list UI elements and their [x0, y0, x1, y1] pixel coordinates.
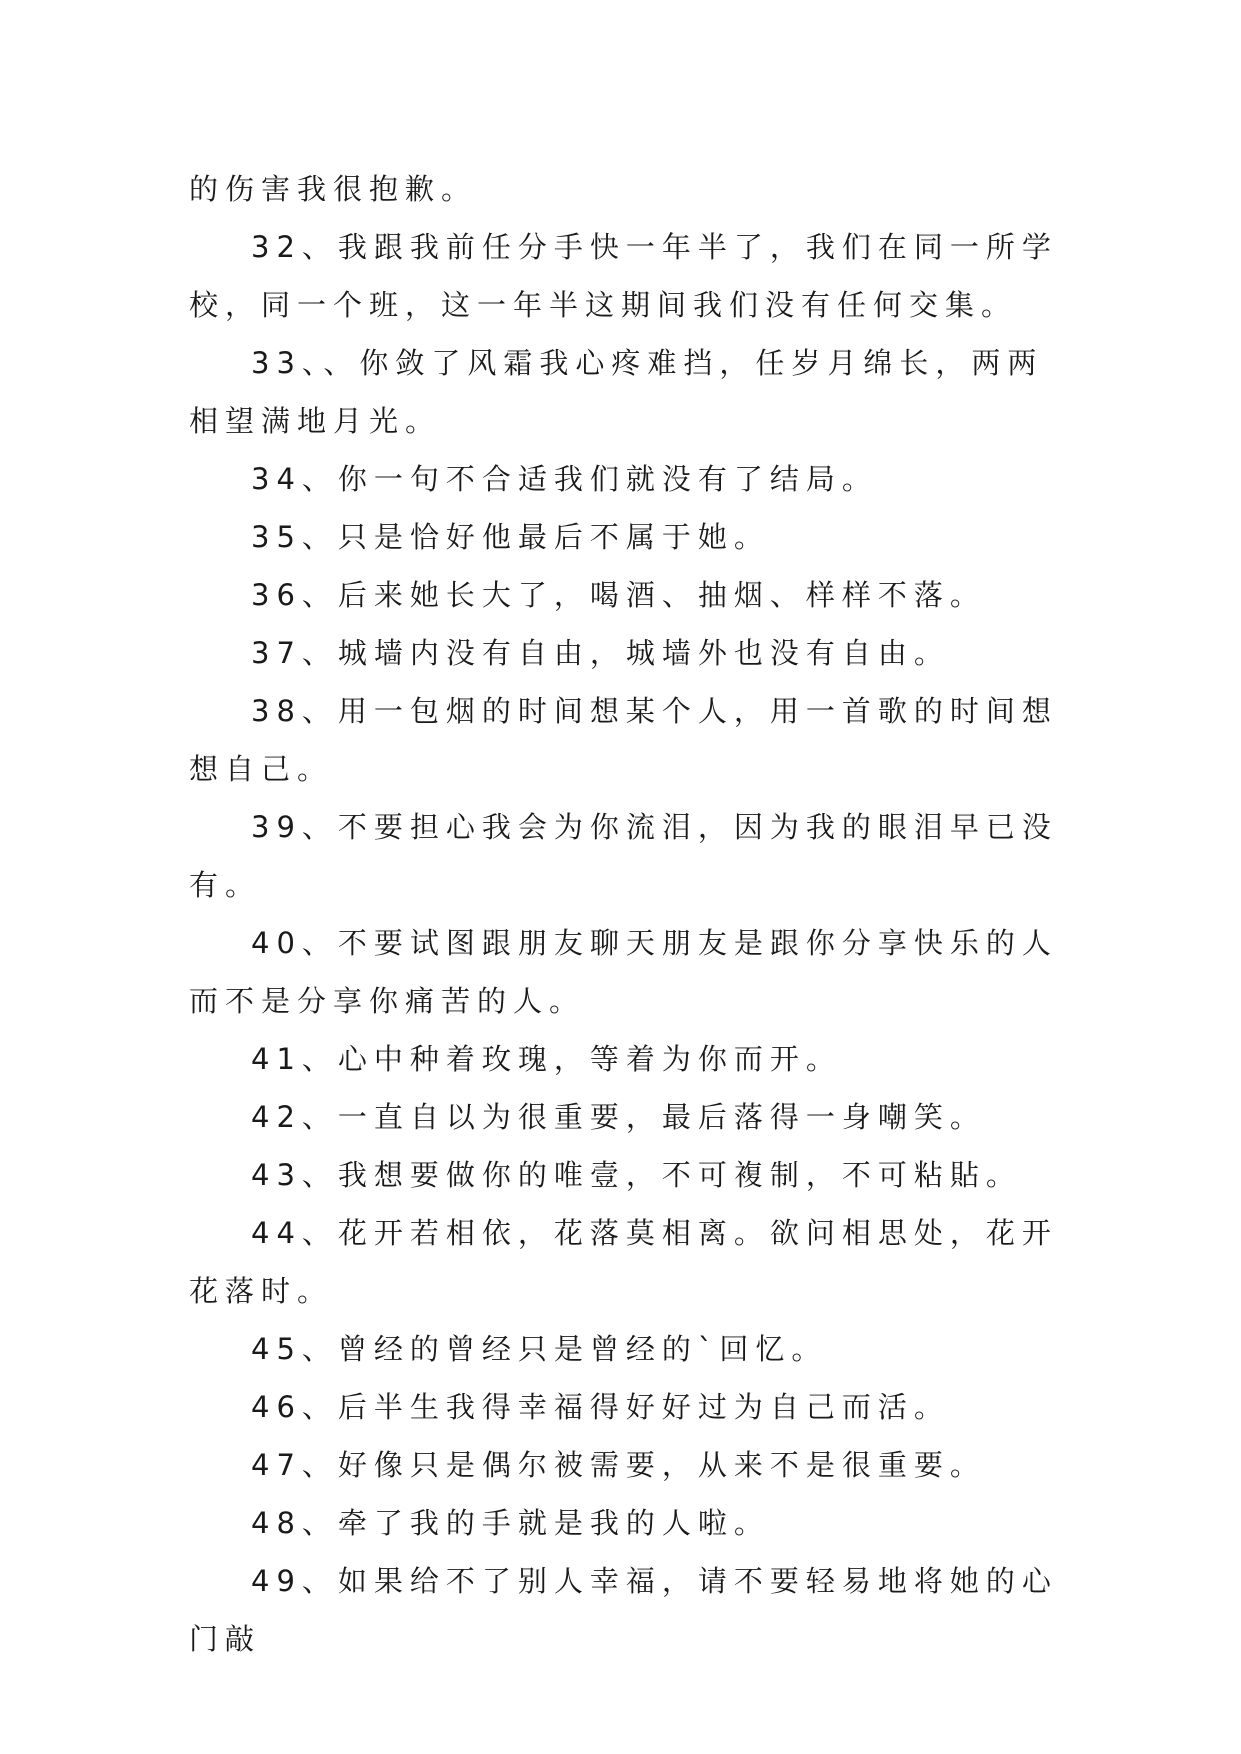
paragraph-37: 37、城墙内没有自由，城墙外也没有自由。	[251, 636, 950, 670]
paragraph-41: 41、心中种着玫瑰，等着为你而开。	[251, 1042, 842, 1076]
paragraph-44: 44、花开若相依，花落莫相离。欲问相思处，花开花落时。	[189, 1216, 1058, 1308]
paragraph-35: 35、只是恰好他最后不属于她。	[251, 520, 770, 554]
paragraph-46: 46、后半生我得幸福得好好过为自己而活。	[251, 1390, 950, 1424]
paragraph-39: 39、不要担心我会为你流泪，因为我的眼泪早已没有。	[189, 810, 1058, 902]
paragraph-48: 48、牵了我的手就是我的人啦。	[251, 1506, 770, 1540]
paragraph-40: 40、不要试图跟朋友聊天朋友是跟你分享快乐的人而不是分享你痛苦的人。	[189, 926, 1058, 1018]
paragraph-33: 33、、你敛了风霜我心疼难挡，任岁月绵长，两两相望满地月光。	[189, 346, 1044, 438]
paragraph-36: 36、后来她长大了，喝酒、抽烟、样样不落。	[251, 578, 986, 612]
paragraph-43: 43、我想要做你的唯壹，不可複制，不可粘貼。	[251, 1158, 1022, 1192]
paragraph-38: 38、用一包烟的时间想某个人，用一首歌的时间想想自己。	[189, 694, 1058, 786]
paragraph-42: 42、一直自以为很重要，最后落得一身嘲笑。	[251, 1100, 986, 1134]
paragraph-32: 32、我跟我前任分手快一年半了，我们在同一所学校，同一个班，这一年半这期间我们没有任何交集。	[189, 230, 1058, 322]
paragraph-34: 34、你一句不合适我们就没有了结局。	[251, 462, 878, 496]
paragraph-continuation: 的伤害我很抱歉。	[189, 172, 478, 206]
paragraph-47: 47、好像只是偶尔被需要，从来不是很重要。	[251, 1448, 986, 1482]
paragraph-49: 49、如果给不了别人幸福，请不要轻易地将她的心门敲	[189, 1564, 1058, 1656]
paragraph-45: 45、曾经的曾经只是曾经的`回忆。	[251, 1332, 828, 1366]
document-body	[189, 160, 1064, 1668]
